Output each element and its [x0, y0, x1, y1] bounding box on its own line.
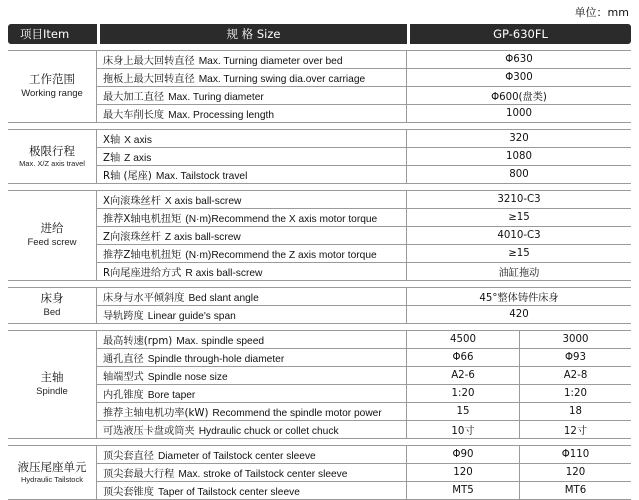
spec-value: Φ66 — [407, 349, 519, 367]
spec-label-en: (N·m)Recommend the X axis motor torque — [185, 214, 378, 225]
spec-label-en: Max. stroke of Tailstock center sleeve — [178, 469, 348, 480]
spec-description — [97, 403, 407, 421]
spec-description — [97, 367, 407, 385]
spec-label-en: Max. Turning diameter over bed — [198, 56, 343, 67]
spec-label-cn: 可选液压卡盘或筒夹 — [103, 426, 195, 437]
table-row — [8, 50, 631, 69]
group-label — [8, 287, 97, 324]
table-row — [8, 190, 631, 209]
group-label-cn: 床身 — [40, 291, 64, 306]
spec-label-cn: X向滚珠丝杆 — [103, 196, 161, 207]
spec-value: 800 — [407, 166, 631, 184]
spec-description — [97, 227, 407, 245]
table-row — [8, 69, 631, 87]
group-label-en: Spindle — [36, 385, 68, 397]
spec-description — [97, 445, 407, 464]
spec-label-en: Max. Tailstock travel — [155, 171, 248, 182]
table-row — [8, 245, 631, 263]
header-item: 项目Item — [8, 24, 97, 44]
spec-label-cn: 内孔锥度 — [103, 390, 144, 401]
spec-description — [97, 263, 407, 281]
spec-description — [97, 330, 407, 349]
group-label-cn: 工作范围 — [29, 72, 75, 87]
spec-label-cn: R轴 (尾座) — [103, 171, 152, 182]
table-row — [8, 464, 631, 482]
group-label — [8, 129, 97, 184]
spec-label-cn: 顶尖套直径 — [103, 451, 154, 462]
spec-value: Φ600(盘类) — [407, 87, 631, 105]
spec-label-en: Max. Turning swing dia.over carriage — [198, 74, 366, 85]
spec-description — [97, 306, 407, 324]
spec-value: Φ90 — [407, 445, 519, 464]
spec-label-en: Recommend the spindle motor power — [212, 408, 382, 419]
spec-value: 320 — [407, 129, 631, 148]
spec-label-en: Max. spindle speed — [176, 336, 265, 347]
table-row — [8, 385, 631, 403]
spec-label-en: Diameter of Tailstock center sleeve — [157, 451, 316, 462]
spec-label-cn: 通孔直径 — [103, 354, 144, 365]
group-label-en: Hydraulic Tailstock — [21, 475, 83, 485]
spec-value: Φ93 — [519, 349, 631, 367]
table-row — [8, 166, 631, 184]
spec-label-en: Bore taper — [147, 390, 196, 401]
table-row — [8, 148, 631, 166]
table-row — [8, 421, 631, 439]
group-label-en: Max. X/Z axis travel — [19, 159, 85, 169]
spec-label-cn: 最高转速(rpm) — [103, 336, 173, 347]
spec-description — [97, 245, 407, 263]
spec-description — [97, 105, 407, 123]
group-label-cn: 极限行程 — [29, 143, 75, 158]
spec-label-en: Linear guide's span — [147, 311, 236, 322]
spec-sheet — [8, 24, 631, 500]
spec-label-cn: 推荐主轴电机功率(kW) — [103, 408, 209, 419]
header-model: GP-630FL — [407, 24, 631, 44]
table-row — [8, 482, 631, 500]
spec-label-cn: 最大车削长度 — [103, 110, 165, 121]
spec-value: A2-8 — [519, 367, 631, 385]
spec-label-cn: 拖板上最大回转直径 — [103, 74, 195, 85]
spec-label-en: Taper of Tailstock center sleeve — [157, 487, 300, 498]
header-size: 规 格 Size — [97, 24, 407, 44]
group-label-cn: 液压尾座单元 — [17, 459, 87, 474]
spec-label-en: Spindle through-hole diameter — [147, 354, 285, 365]
spec-description — [97, 421, 407, 439]
spec-label-en: Bed slant angle — [188, 293, 259, 304]
group-label-en: Bed — [43, 306, 61, 318]
spec-description — [97, 385, 407, 403]
spec-label-en: Hydraulic chuck or collet chuck — [198, 426, 339, 437]
spec-value: A2-6 — [407, 367, 519, 385]
spec-value: 3210-C3 — [407, 190, 631, 209]
spec-label-cn: 床身上最大回转直径 — [103, 56, 195, 67]
spec-description — [97, 148, 407, 166]
group-label-en: Feed screw — [27, 236, 77, 248]
spec-label-cn: 床身与水平倾斜度 — [103, 293, 185, 304]
table-row — [8, 349, 631, 367]
spec-value: 15 — [407, 403, 519, 421]
group-label — [8, 190, 97, 281]
spec-label-en: X axis ball-screw — [164, 196, 242, 207]
spec-value: Φ110 — [519, 445, 631, 464]
spec-label-cn: 推荐Z轴电机扭矩 — [103, 250, 182, 261]
table-row — [8, 227, 631, 245]
group-label — [8, 50, 97, 123]
spec-description — [97, 482, 407, 500]
spec-description — [97, 50, 407, 69]
spec-description — [97, 87, 407, 105]
group-label — [8, 445, 97, 500]
spec-label-en: Spindle nose size — [147, 372, 228, 383]
table-row — [8, 306, 631, 324]
spec-label-cn: X轴 — [103, 135, 121, 146]
spec-label-en: Z axis ball-screw — [164, 232, 241, 243]
table-row — [8, 330, 631, 349]
group-label-cn: 进给 — [40, 221, 64, 236]
table-row — [8, 403, 631, 421]
spec-value: ≥15 — [407, 245, 631, 263]
header-row — [8, 24, 631, 44]
table-row — [8, 287, 631, 306]
group-label-cn: 主轴 — [40, 370, 64, 385]
spec-value: 420 — [407, 306, 631, 324]
spec-body — [8, 44, 631, 500]
spec-label-cn: 最大加工直径 — [103, 92, 165, 103]
unit-label: 单位：mm — [574, 6, 629, 19]
spec-label-cn: Z轴 — [103, 153, 121, 164]
spec-label-en: R axis ball-screw — [185, 268, 263, 279]
spec-value: Φ630 — [407, 50, 631, 69]
spec-description — [97, 190, 407, 209]
spec-value: 1000 — [407, 105, 631, 123]
table-row — [8, 87, 631, 105]
spec-description — [97, 166, 407, 184]
spec-value: 4010-C3 — [407, 227, 631, 245]
spec-description — [97, 209, 407, 227]
spec-value: ≥15 — [407, 209, 631, 227]
spec-value: 1:20 — [407, 385, 519, 403]
table-row — [8, 129, 631, 148]
spec-description — [97, 69, 407, 87]
spec-value: MT5 — [407, 482, 519, 500]
spec-label-cn: R向尾座进给方式 — [103, 268, 182, 279]
table-row — [8, 263, 631, 281]
spec-value: 45°整体铸件床身 — [407, 287, 631, 306]
spec-value: 10寸 — [407, 421, 519, 439]
spec-description — [97, 287, 407, 306]
spec-description — [97, 464, 407, 482]
spec-description — [97, 129, 407, 148]
spec-label-cn: 顶尖套最大行程 — [103, 469, 175, 480]
spec-value: Φ300 — [407, 69, 631, 87]
spec-label-en: Z axis — [124, 153, 152, 164]
spec-label-en: X axis — [124, 135, 152, 146]
spec-label-cn: 轴端型式 — [103, 372, 144, 383]
spec-value: MT6 — [519, 482, 631, 500]
spec-value: 120 — [519, 464, 631, 482]
spec-value: 油缸拖动 — [407, 263, 631, 281]
table-row — [8, 445, 631, 464]
spec-label-cn: Z向滚珠丝杆 — [103, 232, 161, 243]
spec-label-cn: 导轨跨度 — [103, 311, 144, 322]
spec-value: 12寸 — [519, 421, 631, 439]
spec-label-en: Max. Processing length — [168, 110, 275, 121]
group-label — [8, 330, 97, 439]
spec-description — [97, 349, 407, 367]
group-label-en: Working range — [21, 87, 83, 99]
spec-table — [8, 24, 631, 500]
table-row — [8, 105, 631, 123]
spec-value: 1:20 — [519, 385, 631, 403]
spec-value: 18 — [519, 403, 631, 421]
spec-label-cn: 推荐X轴电机扭矩 — [103, 214, 182, 225]
table-row — [8, 367, 631, 385]
spec-value: 3000 — [519, 330, 631, 349]
spec-value: 120 — [407, 464, 519, 482]
spec-label-en: (N·m)Recommend the Z axis motor torque — [185, 250, 377, 261]
spec-value: 1080 — [407, 148, 631, 166]
spec-label-cn: 顶尖套锥度 — [103, 487, 154, 498]
table-row — [8, 209, 631, 227]
spec-value: 4500 — [407, 330, 519, 349]
spec-label-en: Max. Turing diameter — [168, 92, 264, 103]
